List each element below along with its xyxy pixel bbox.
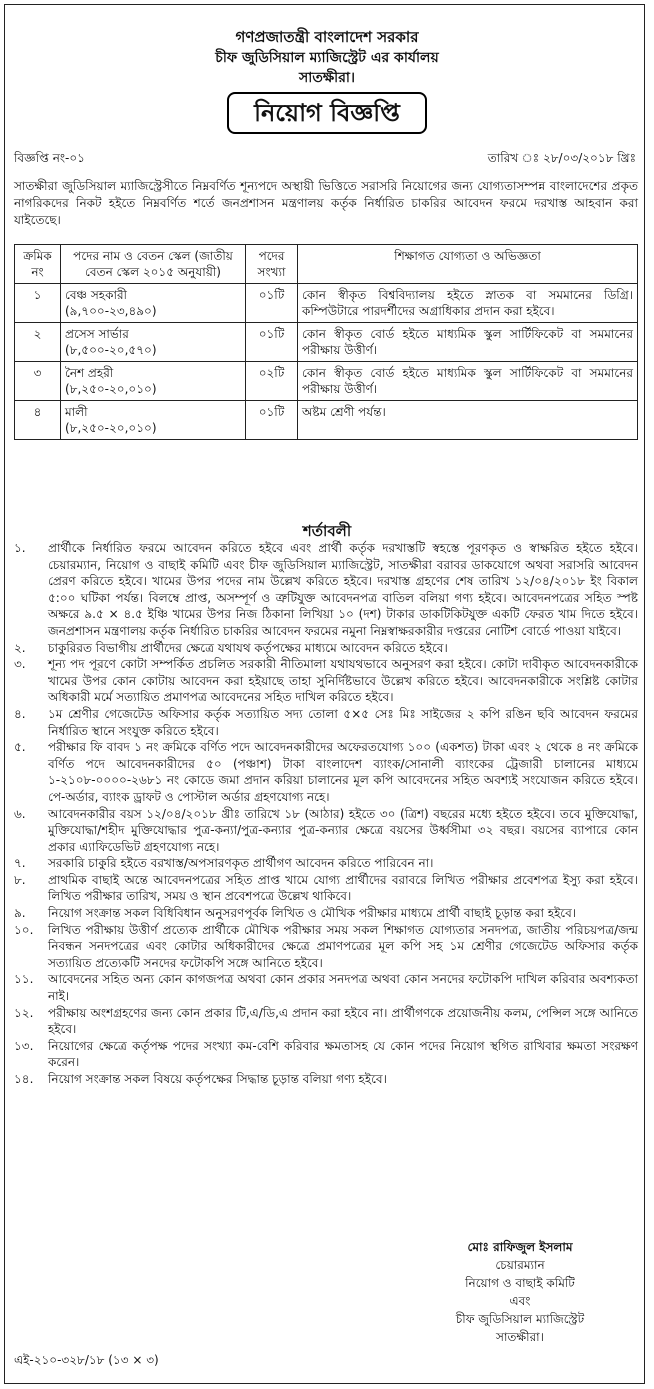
condition-number: ৭. [14,856,26,871]
pay-scale: (৮,২৫০-২০,০১০) [65,382,157,396]
cell-serial: ১ [15,284,61,323]
cell-post [61,362,246,401]
list-item [14,656,638,706]
list-item [14,739,638,805]
condition-text: সরকারি চাকুরি হইতে বরখাস্ত/অপসারণকৃত প্রার্থীগণ আবেদন করিতে পারিবেন না। [48,856,434,871]
post-name: বেঞ্চ সহকারী [65,288,127,302]
signatory-committee: নিয়োগ ও বাছাই কমিটি [465,1276,575,1290]
condition-number: ৩. [14,657,26,672]
cell-qualification: কোন স্বীকৃত বোর্ড হইতে মাধ্যমিক স্কুল সার্টিফিকেট বা সমমানের পরীক্ষায় উত্তীর্ণ। [298,323,638,362]
condition-text: পরীক্ষায় অংশগ্রহণের জন্য কোন প্রকার টি,এ/ডি,এ প্রদান করা হইবে না। প্রার্থীগণকে প্রয়োজনীয় কলম, পেন্সিল সঙ্গে আনিতে হইবে। [48,1005,638,1037]
list-item [14,706,638,739]
conditions-list [14,540,638,1088]
list-item [14,806,638,856]
signature-block [400,1238,640,1346]
header-qualification: শিক্ষাগত যোগ্যতা ও অভিজ্ঞতা [298,245,638,284]
condition-number: ১০. [14,922,34,937]
condition-text: পরীক্ষার ফি বাবদ ১ নং ক্রমিকে বর্ণিত পদে আবেদনকারীদের অফেরতযোগ্য ১০০ (একশত) টাকা এবং ২ থেকে ৪ নং ক্রমিকে বর্ণিত পদে আবেদনকারীদের ৫০ (পঞ্চাশ) টাকা বাংলাদেশ ব্যাংক/সোনালী ব্যাংকের ট্রেজারী চালানের মাধ্যমে ১-২১০৮-০০০০-২৬৮১ নং কোডে জমা প্রদান করিয়া চালানের মূল কপি আবেদনের সহিত অবশ্যই সংযোজন করিতে হইবে। পে-অর্ডার, ব্যাংক ড্রাফট ও পোস্টাল অর্ডার গ্রহণযোগ্য নহে। [48,740,638,804]
list-item [14,905,638,922]
cell-serial: ৩ [15,362,61,401]
list-item [14,1005,638,1038]
cell-count: ০১টি [246,284,298,323]
condition-number: ২. [14,640,26,655]
condition-number: ১২. [14,1005,34,1020]
cell-count: ০১টি [246,323,298,362]
condition-number: ১৪. [14,1072,34,1086]
signatory-name: মোঃ রাফিজুল ইসলাম [467,1240,573,1254]
condition-number: ১১. [14,972,34,987]
condition-text: চাকুরিরত বিভাগীয় প্রার্থীদের ক্ষেত্রে যথাযথ কর্তৃপক্ষের মাধ্যমে আবেদন করিতে হইবে। [48,640,448,655]
signatory-and: এবং [509,1294,531,1308]
condition-text: নিয়োগের ক্ষেত্রে কর্তৃপক্ষ পদের সংখ্যা কম-বেশি করিবার ক্ষমতাসহ যে কোন পদের নিয়োগ স্থগিত রাখিবার ক্ষমতা সংরক্ষণ করেন। [48,1038,638,1070]
cell-post [61,323,246,362]
signatory-location: সাতক্ষীরা। [496,1330,544,1344]
header-serial: ক্রমিক নং [15,245,61,284]
condition-text: আবেদনের সহিত অন্য কোন কাগজপত্র অথবা কোন প্রকার সনদপত্র অথবা কোন সনদের ফটোকপি দাখিল করিবার অবশ্যকতা নাই। [48,972,638,1004]
notice-title: নিয়োগ বিজ্ঞপ্তি [227,92,427,134]
condition-number: ১৩. [14,1038,34,1053]
list-item [14,872,638,905]
condition-text: শূন্য পদ পূরণে কোটা সম্পর্কিত প্রচলিত সরকারী নীতিমালা যথাযথভাবে অনুসরণ করা হইবে। কোটা দাবীকৃত আবেদনকারীকে খামের উপর কোন কোটায় আবেদন করা হইয়াছে তাহা সুনির্দিষ্টভাবে উল্লেখ করিতে হইবে। আবেদনকারীকে সংশ্লিষ্ট কোটার অধিকারী মর্মে সত্যায়িত প্রমাণপত্র আবেদনের সহিত দাখিল করিতে হইবে। [48,657,638,705]
intro-paragraph: সাতক্ষীরা জুডিসিয়াল ম্যাজিস্ট্রেসীতে নিম্নবর্ণিত শূন্যপদে অস্থায়ী ভিত্তিতে সরাসরি নিয়োগের জন্য যোগ্যতাসম্পন্ন বাংলাদেশের প্রকৃত নাগরিকদের নিকট হইতে নিম্নবর্ণিত শর্তে জনপ্রশাসন মন্ত্রণালয় কর্তৃক নির্ধারিত চাকরির আবেদন ফরমে দরখাস্ত আহবান করা যাইতেছে। [14,179,638,227]
cell-qualification: কোন স্বীকৃত বোর্ড হইতে মাধ্যমিক স্কুল সার্টিফিকেট বা সমমানের পরীক্ষায় উত্তীর্ণ। [298,362,638,401]
footer-code: এই-২১০-৩২৮/১৮ (১৩ × ৩) [14,1353,159,1367]
government-name: গণপ্রজাতন্ত্রী বাংলাদেশ সরকার [235,28,419,46]
condition-text: নিয়োগ সংক্রান্ত সকল বিষয়ে কর্তৃপক্ষের সিদ্ধান্ত চূড়ান্ত বলিয়া গণ্য হইবে। [48,1072,387,1086]
cell-count: ০২টি [246,362,298,401]
condition-number: ৪. [14,706,26,721]
post-name: প্রসেস সার্ভার [65,327,129,341]
list-item [14,1038,638,1071]
header-post: পদের নাম ও বেতন স্কেল (জাতীয় বেতন স্কেল ২০১৫ অনুযায়ী) [61,245,246,284]
notice-date: তারিখ ঃ ২৮/০৩/২০১৮ খ্রিঃ [487,151,636,165]
table-row [15,362,638,401]
cell-post [61,401,246,440]
condition-number: ৫. [14,740,26,755]
condition-number: ৮. [14,872,26,887]
cell-count: ০১টি [246,401,298,440]
table-row [15,284,638,323]
condition-text: প্রার্থীকে নির্ধারিত ফরমে আবেদন করিতে হইবে এবং প্রার্থী কর্তৃক দরখাস্তটি স্বহস্তে পূরণকৃত ও স্বাক্ষরিত হইতে হইবে। চেয়ারম্যান, নিয়োগ ও বাছাই কমিটি এবং চীফ জুডিসিয়াল ম্যাজিস্ট্রেট, সাতক্ষীরা বরাবর ডাকযোগে অথবা সরাসরি আবেদন প্রেরণ করিতে হইবে। খামের উপর পদের নাম উল্লেখ করিতে হইবে। দরখাস্ত গ্রহণের শেষ তারিখ ১২/০৪/২০১৮ ইং বিকাল ৫:০০ ঘটিকা পর্যন্ত। বিলম্বে প্রাপ্ত, অসম্পূর্ণ ও ত্রুটিযুক্ত আবেদনপত্র বাতিল বলিয়া গণ্য হইবে। আবেদনপত্রের সহিত স্পষ্ট অক্ষরে ৯.৫ × ৪.৫ ইঞ্চি খামের উপর নিজ ঠিকানা লিখিয়া ১০ (দশ) টাকার ডাকটিকিটযুক্ত একটি ফেরত খাম দিতে হইবে। জনপ্রশাসন মন্ত্রণালয় কর্তৃক নির্ধারিত চাকরির আবেদন ফরমের নমুনা নিম্নস্বাক্ষরকারীর দপ্তরের নোটিশ বোর্ডে পাওয়া যাইবে। [48,541,638,638]
condition-text: লিখিত পরীক্ষায় উত্তীর্ণ প্রত্যেক প্রার্থীকে মৌখিক পরীক্ষার সময় সকল শিক্ষাগত যোগ্যতার সনদপত্র, জাতীয় পরিচয়পত্র/জন্ম নিবন্ধন সনদপত্রের এবং কোটার অধিকারীদের ক্ষেত্রে প্রমাণপত্রের মূল কপি সহ ১ম শ্রেণীর গেজেটেড অফিসার কর্তৃক সত্যায়িত প্রত্যেকটি সনদের ফটোকপি সঙ্গে আনিতে হইবে। [48,922,638,970]
cell-qualification: অষ্টম শ্রেণী পর্যন্ত। [298,401,638,440]
cell-qualification: কোন স্বীকৃত বিশ্ববিদ্যালয় হইতে স্নাতক বা সমমানের ডিগ্রি। কম্পিউটারে পারদর্শীদের অগ্রাধিকার প্রদান করা হইবে। [298,284,638,323]
list-item [14,1071,638,1088]
vacancy-table [14,244,638,440]
condition-text: নিয়োগ সংক্রান্ত সকল বিধিবিধান অনুসরণপূর্বক লিখিত ও মৌখিক পরীক্ষার মাধ্যমে প্রার্থী বাছাই চূড়ান্ত করা হইবে। [48,906,577,921]
pay-scale: (৮,২৫০-২০,০১০) [65,421,157,435]
office-location: সাতক্ষীরা। [299,70,355,86]
pay-scale: (৯,৭০০-২৩,৪৯০) [65,304,157,318]
notice-number: বিজ্ঞপ্তি নং-০১ [14,151,85,165]
list-item [14,640,638,657]
cell-serial: ৪ [15,401,61,440]
list-item [14,540,638,640]
signatory-designation: চেয়ারম্যান [495,1258,545,1272]
pay-scale: (৮,৫০০-২০,৫৭০) [65,343,157,357]
post-name: মালী [65,405,88,419]
condition-number: ৯. [14,906,26,921]
post-name: নৈশ প্রহরী [65,366,114,380]
cell-post [61,284,246,323]
condition-text: প্রাথমিক বাছাই অন্তে আবেদনপত্রের সহিত প্রাপ্ত খামে যোগ্য প্রার্থীদের বরাবরে লিখিত পরীক্ষার প্রবেশপত্র ইস্যু করা হইবে। লিখিত পরীক্ষার তারিখ, সময় ও স্থান প্রবেশপত্রে উল্লেখ থাকিবে। [48,872,638,904]
list-item [14,971,638,1004]
list-item [14,922,638,972]
condition-text: ১ম শ্রেণীর গেজেটেড অফিসার কর্তৃক সত্যায়িত সদ্য তোলা ৫×৫ সেঃ মিঃ সাইজের ২ কপি রঙিন ছবি আবেদন ফরমের নির্ধারিত স্থানে সংযুক্ত করিতে হইবে। [48,706,638,738]
list-item [14,855,638,872]
table-header-row [15,245,638,284]
table-row [15,323,638,362]
condition-number: ৬. [14,806,26,821]
condition-text: আবেদনকারীর বয়স ১২/০৪/২০১৮ খ্রীঃ তারিখে ১৮ (আঠার) হইতে ৩০ (ত্রিশ) বছরের মধ্যে হইতে হইবে। তবে মুক্তিযোদ্ধা, মুক্তিযোদ্ধা/শহীদ মুক্তিযোদ্ধার পুত্র-কন্যা/পুত্র-কন্যার পুত্র-কন্যার ক্ষেত্রে বয়সের উর্ধ্বসীমা ৩২ বছর। বয়সের ব্যাপারে কোন প্রকার এ্যাফিডেভিট গ্রহণযোগ্য নহে। [48,806,638,854]
cell-serial: ২ [15,323,61,362]
office-name: চীফ জুডিসিয়াল ম্যাজিস্ট্রেট এর কার্যালয় [215,50,439,66]
condition-number: ১. [14,541,26,555]
header-count: পদের সংখ্যা [246,245,298,284]
table-row [15,401,638,440]
signatory-office: চীফ জুডিসিয়াল ম্যাজিস্ট্রেট [455,1312,585,1326]
conditions-heading: শর্তাবলী [302,522,352,540]
